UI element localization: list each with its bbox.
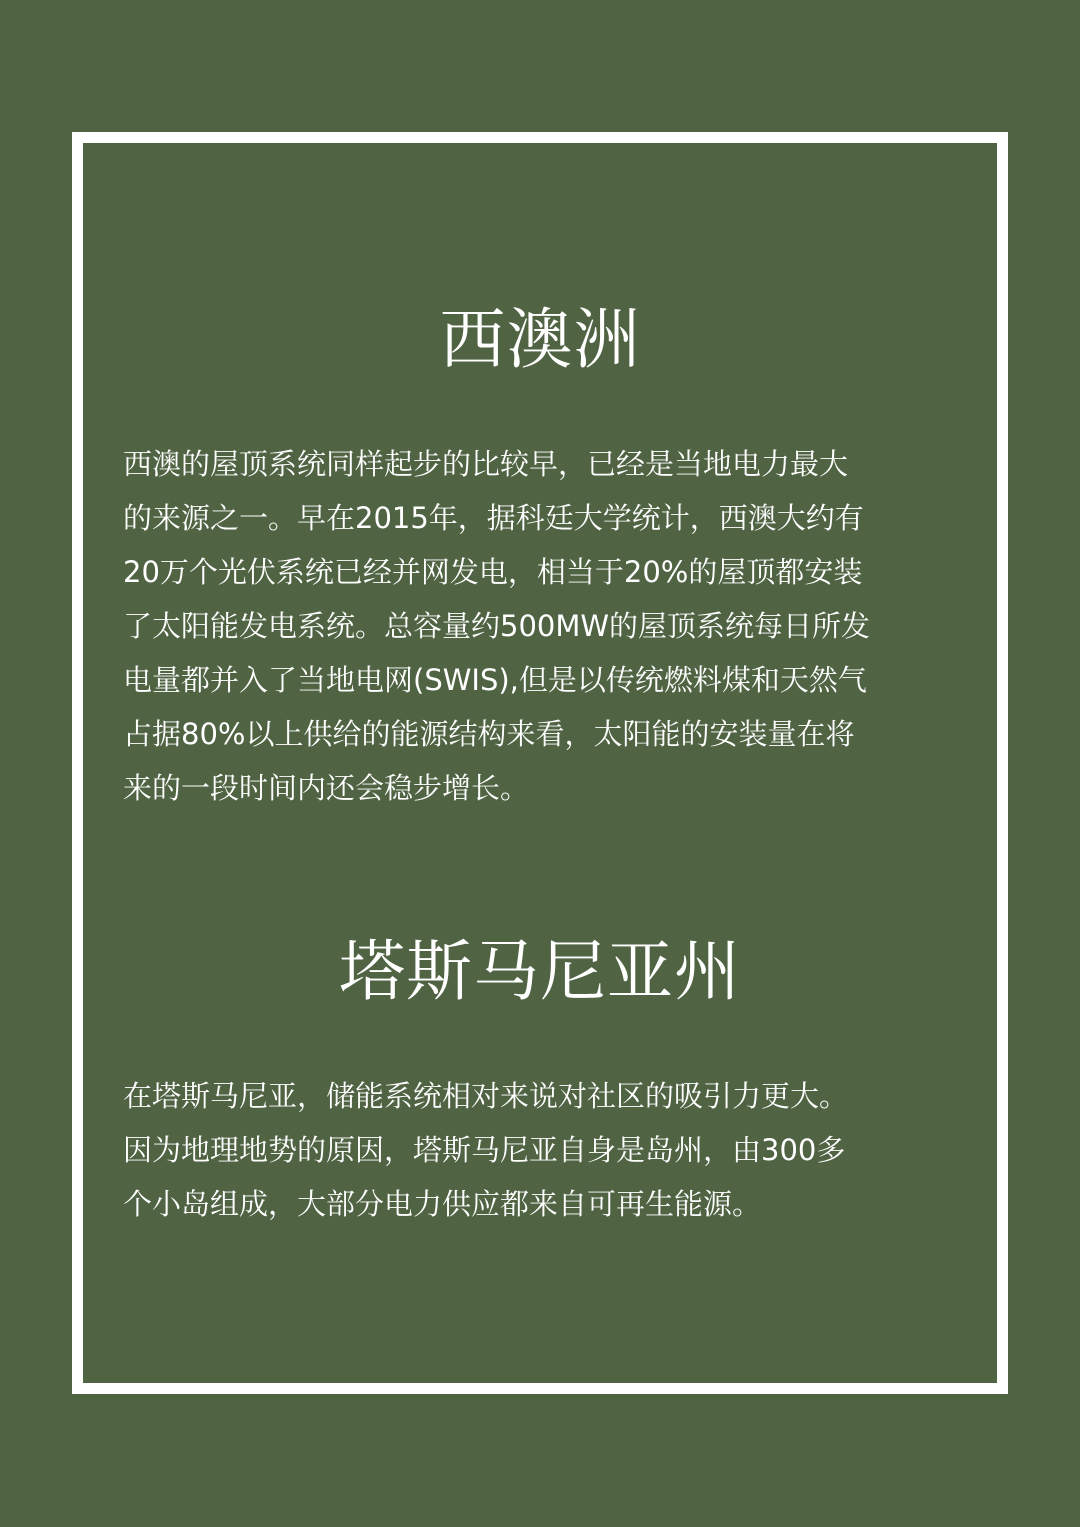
- section-body-tasmania: 在塔斯马尼亚，储能系统相对来说对社区的吸引力更大。 因为地理地势的原因，塔斯马尼亚自身是岛州，由300多 个小岛组成，大部分电力供应都来自可再生能源。: [123, 1079, 849, 1221]
- section-title-tasmania: 塔斯马尼亚州: [339, 933, 741, 1010]
- section-body-western-australia: 西澳的屋顶系统同样起步的比较早，已经是当地电力最大 的来源之一。早在2015年，据科廷大学统计，西澳大约有 20万个光伏系统已经并网发电，相当于20%的屋顶都安装 了太阳能发电系统。总容量约500MW的屋顶系统每日所发 电量都并入了当地电网(SWIS),但是以传统燃料煤和天然气 占据80%以上供给的能源结构来看，太阳能的安装量在将 来的一段时间内还会稳步增长。: [123, 447, 871, 805]
- section-title-western-australia: 西澳洲: [439, 301, 641, 378]
